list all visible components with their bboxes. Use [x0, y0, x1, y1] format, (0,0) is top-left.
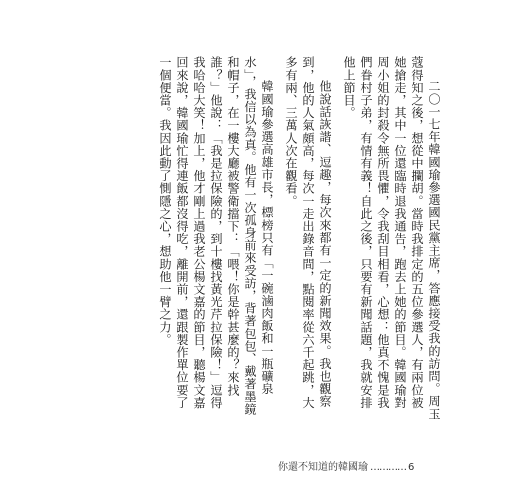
- running-title: 你還不知道的韓國瑜: [278, 462, 368, 473]
- page-footer: [278, 458, 414, 473]
- leader-dots: …………: [370, 462, 406, 473]
- paragraph-3: 韓國瑜參選高雄市長，標榜只有「一碗滷肉飯和一瓶礦泉水」，我信以為真。他有一次孤身前來受訪，背著包包、戴著墨鏡和帽子，在一樓大廳被警衛擋下：「喂！你是幹甚麼的？來找誰？」他說：「我是拉保險的，到十樓找黃光芹拉保險！」逗得我哈哈大笑！加上，他才剛上過我老公楊文嘉的節目，聽楊文嘉回來說，韓國瑜忙得連飯都沒得吃，離開前，還跟製作單位要了一個便當。我因此動了惻隱之心，想助他一臂之力。: [158, 56, 274, 416]
- paragraph-1: 二〇一七年韓國瑜參選國民黨主席，答應接受我的訪問。周玉蔻得知之後，想從中攔胡。當時我排定的五位參選人，有兩位被她搶走，其中一位還臨時退我通告，跑去上她的節目。韓國瑜對周小姐的封殺令無所畏懼，令我刮目相看，心想：他真不愧是我們眷村子弟，有情有義！自此之後，只要有新聞話題，我就安排他上節目。: [342, 56, 441, 421]
- page-number: 6: [408, 462, 415, 473]
- body-text: [62, 56, 442, 421]
- paragraph-2: 他說話詼諧、逗趣，每次來都有一定的新聞效果。我也觀察到，他的人氣頗高，每次一走出錄音間，點閱率從六千起跳，大多有兩、三萬人次在觀看。: [284, 56, 332, 409]
